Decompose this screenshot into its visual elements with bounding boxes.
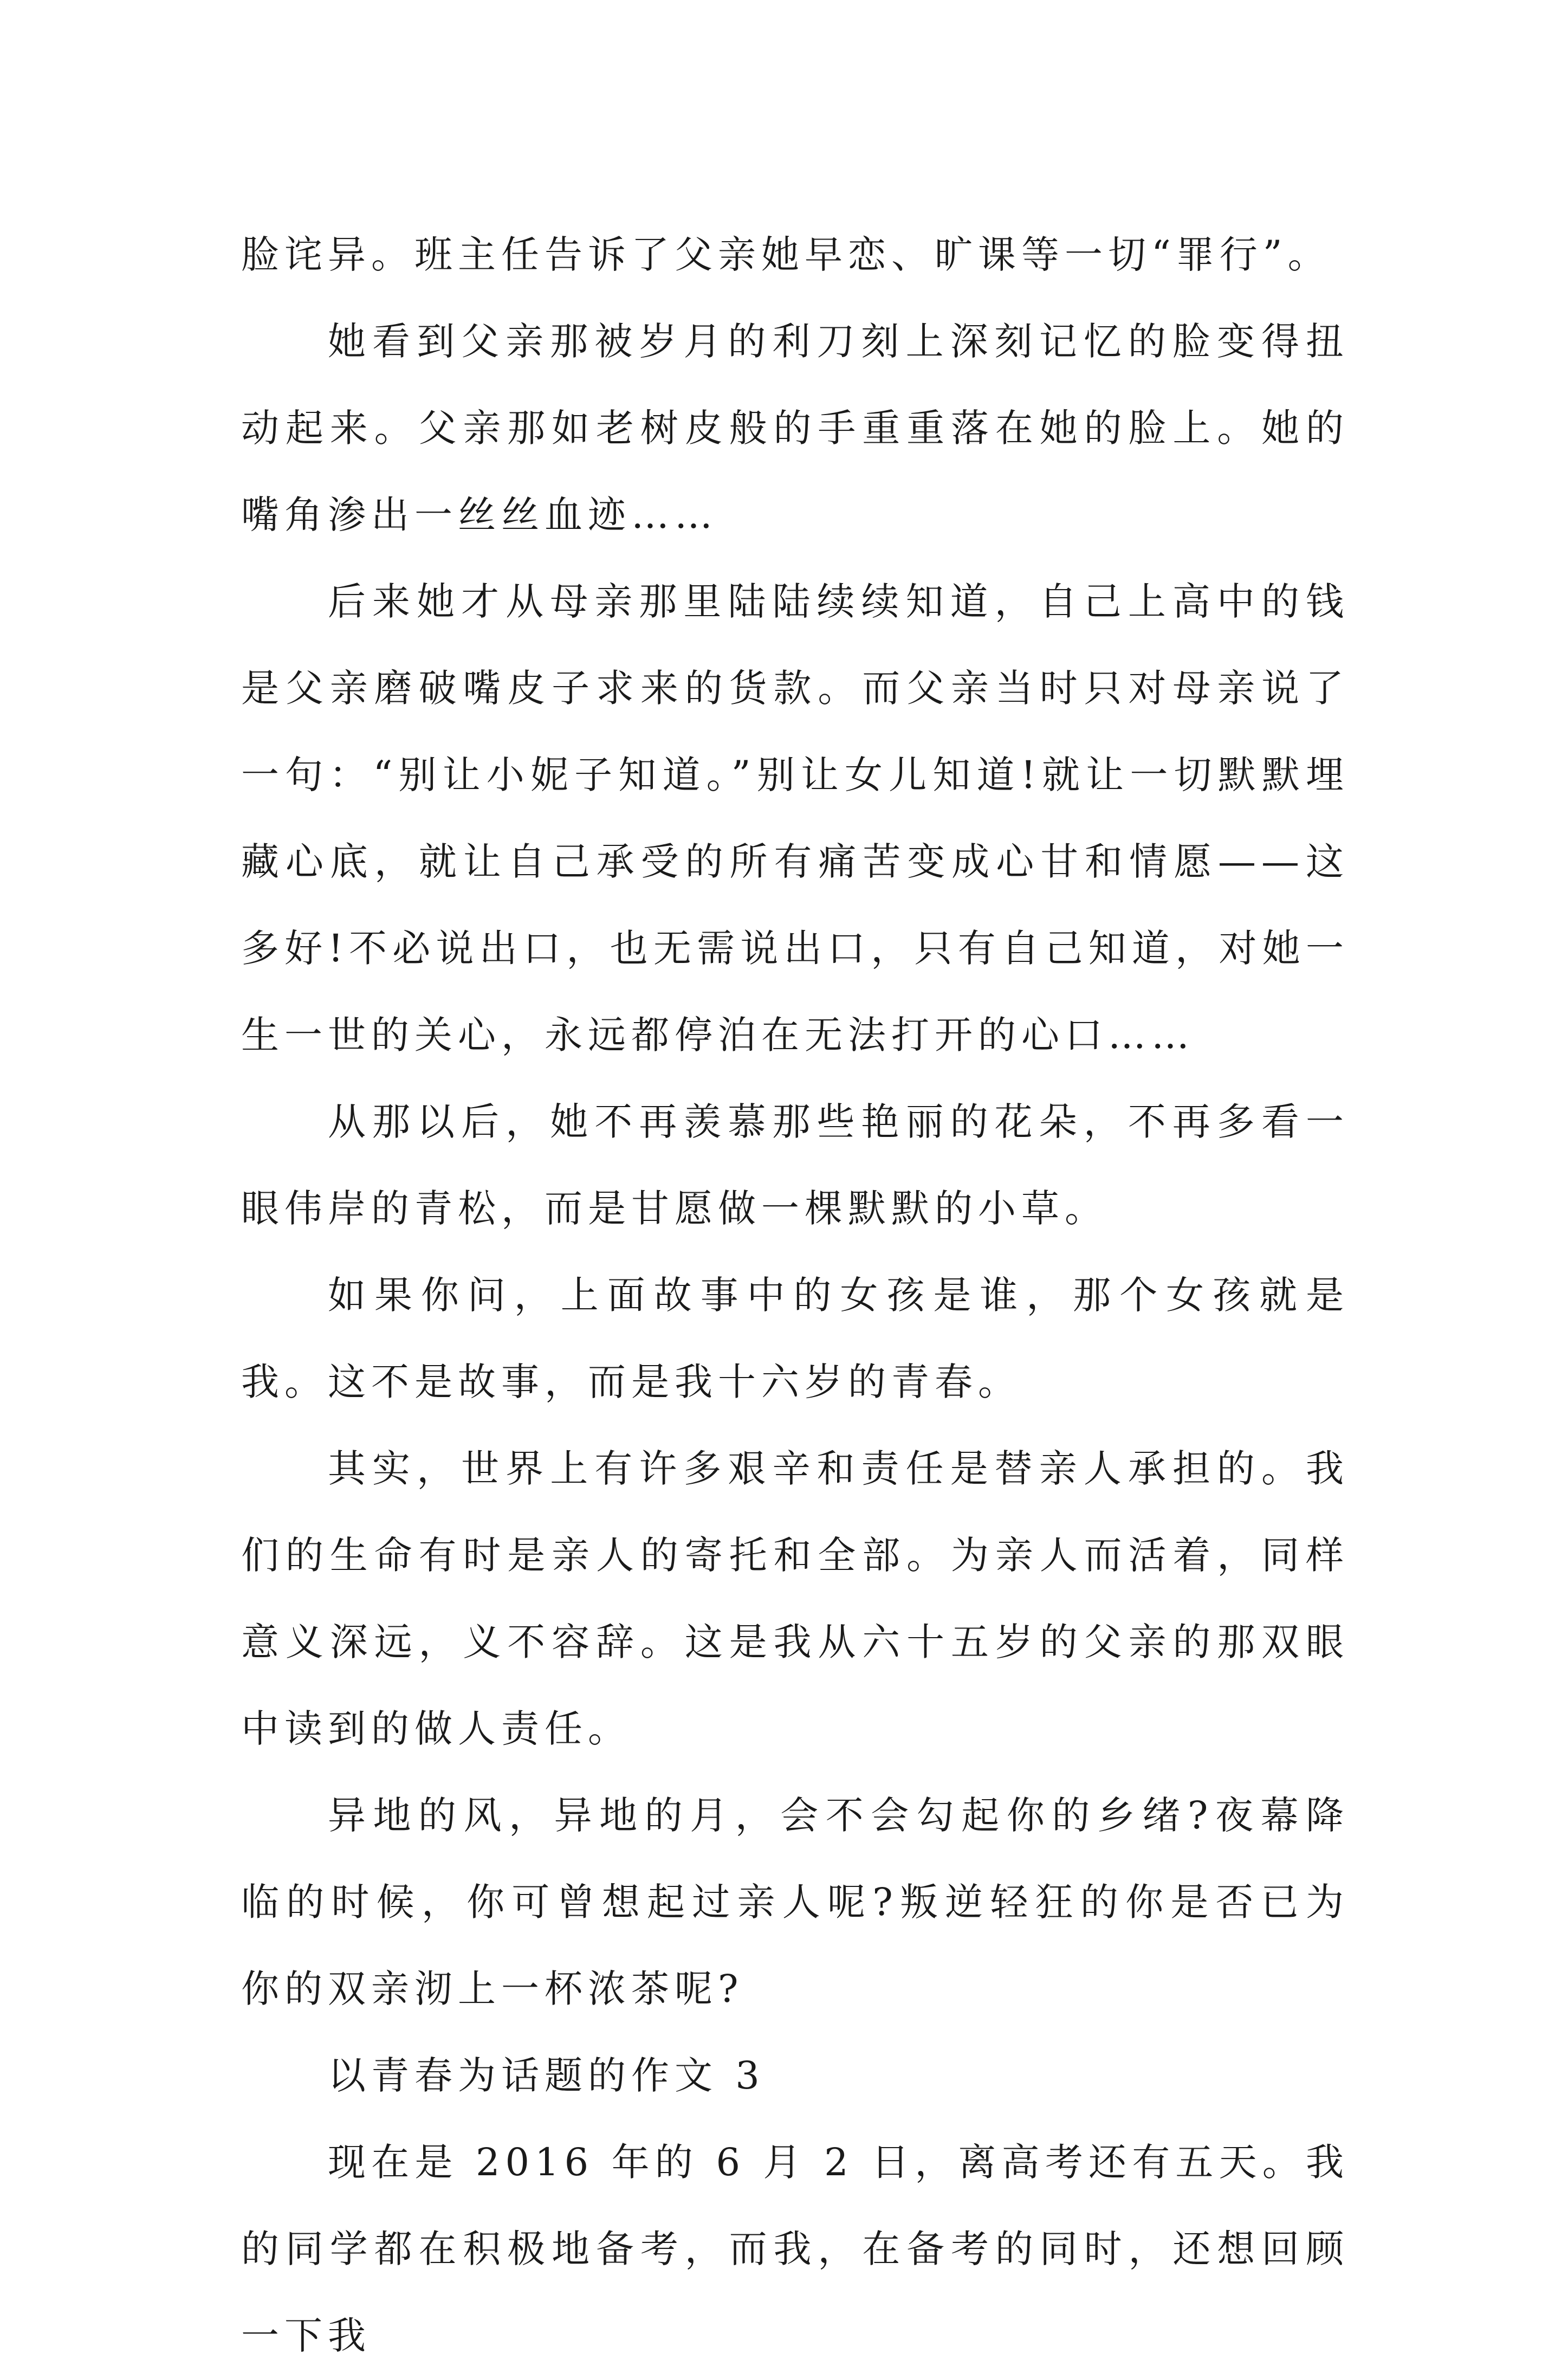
paragraph: 异地的风，异地的月，会不会勾起你的乡绪?夜幕降临的时候，你可曾想起过亲人呢?叛逆轻狂的你是否已为你的双亲沏上一杯浓茶呢? (241, 1793, 1349, 2011)
paragraph: 后来她才从母亲那里陆陆续续知道，自己上高中的钱是父亲磨破嘴皮子求来的货款。而父亲当时只对母亲说了一句：“别让小妮子知道。”别让女儿知道!就让一切默默埋藏心底，就让自己承受的所有痛苦变成心甘和情愿——这多好!不必说出口，也无需说出口，只有自己知道，对她一生一世的关心，永远都停泊在无法打开的心口…… (241, 579, 1349, 1057)
paragraph: 其实，世界上有许多艰辛和责任是替亲人承担的。我们的生命有时是亲人的寄托和全部。为亲人而活着，同样意义深远，义不容辞。这是我从六十五岁的父亲的那双眼中读到的做人责任。 (241, 1446, 1349, 1751)
paragraph: 她看到父亲那被岁月的利刀刻上深刻记忆的脸变得扭动起来。父亲那如老树皮般的手重重落在她的脸上。她的嘴角渗出一丝丝血迹…… (241, 319, 1349, 537)
document-body (241, 211, 1349, 2379)
paragraph: 如果你问，上面故事中的女孩是谁，那个女孩就是我。这不是故事，而是我十六岁的青春。 (241, 1273, 1349, 1404)
paragraph: 从那以后，她不再羡慕那些艳丽的花朵，不再多看一眼伟岸的青松，而是甘愿做一棵默默的小草。 (241, 1100, 1349, 1231)
paragraph-continued: 脸诧异。班主任告诉了父亲她早恋、旷课等一切“罪行”。 (241, 232, 1331, 277)
section-heading: 以青春为话题的作文 3 (328, 2053, 765, 2098)
paragraph: 现在是 2016 年的 6 月 2 日，离高考还有五天。我的同学都在积极地备考，而我，在备考的同时，还想回顾一下我 (241, 2140, 1349, 2358)
